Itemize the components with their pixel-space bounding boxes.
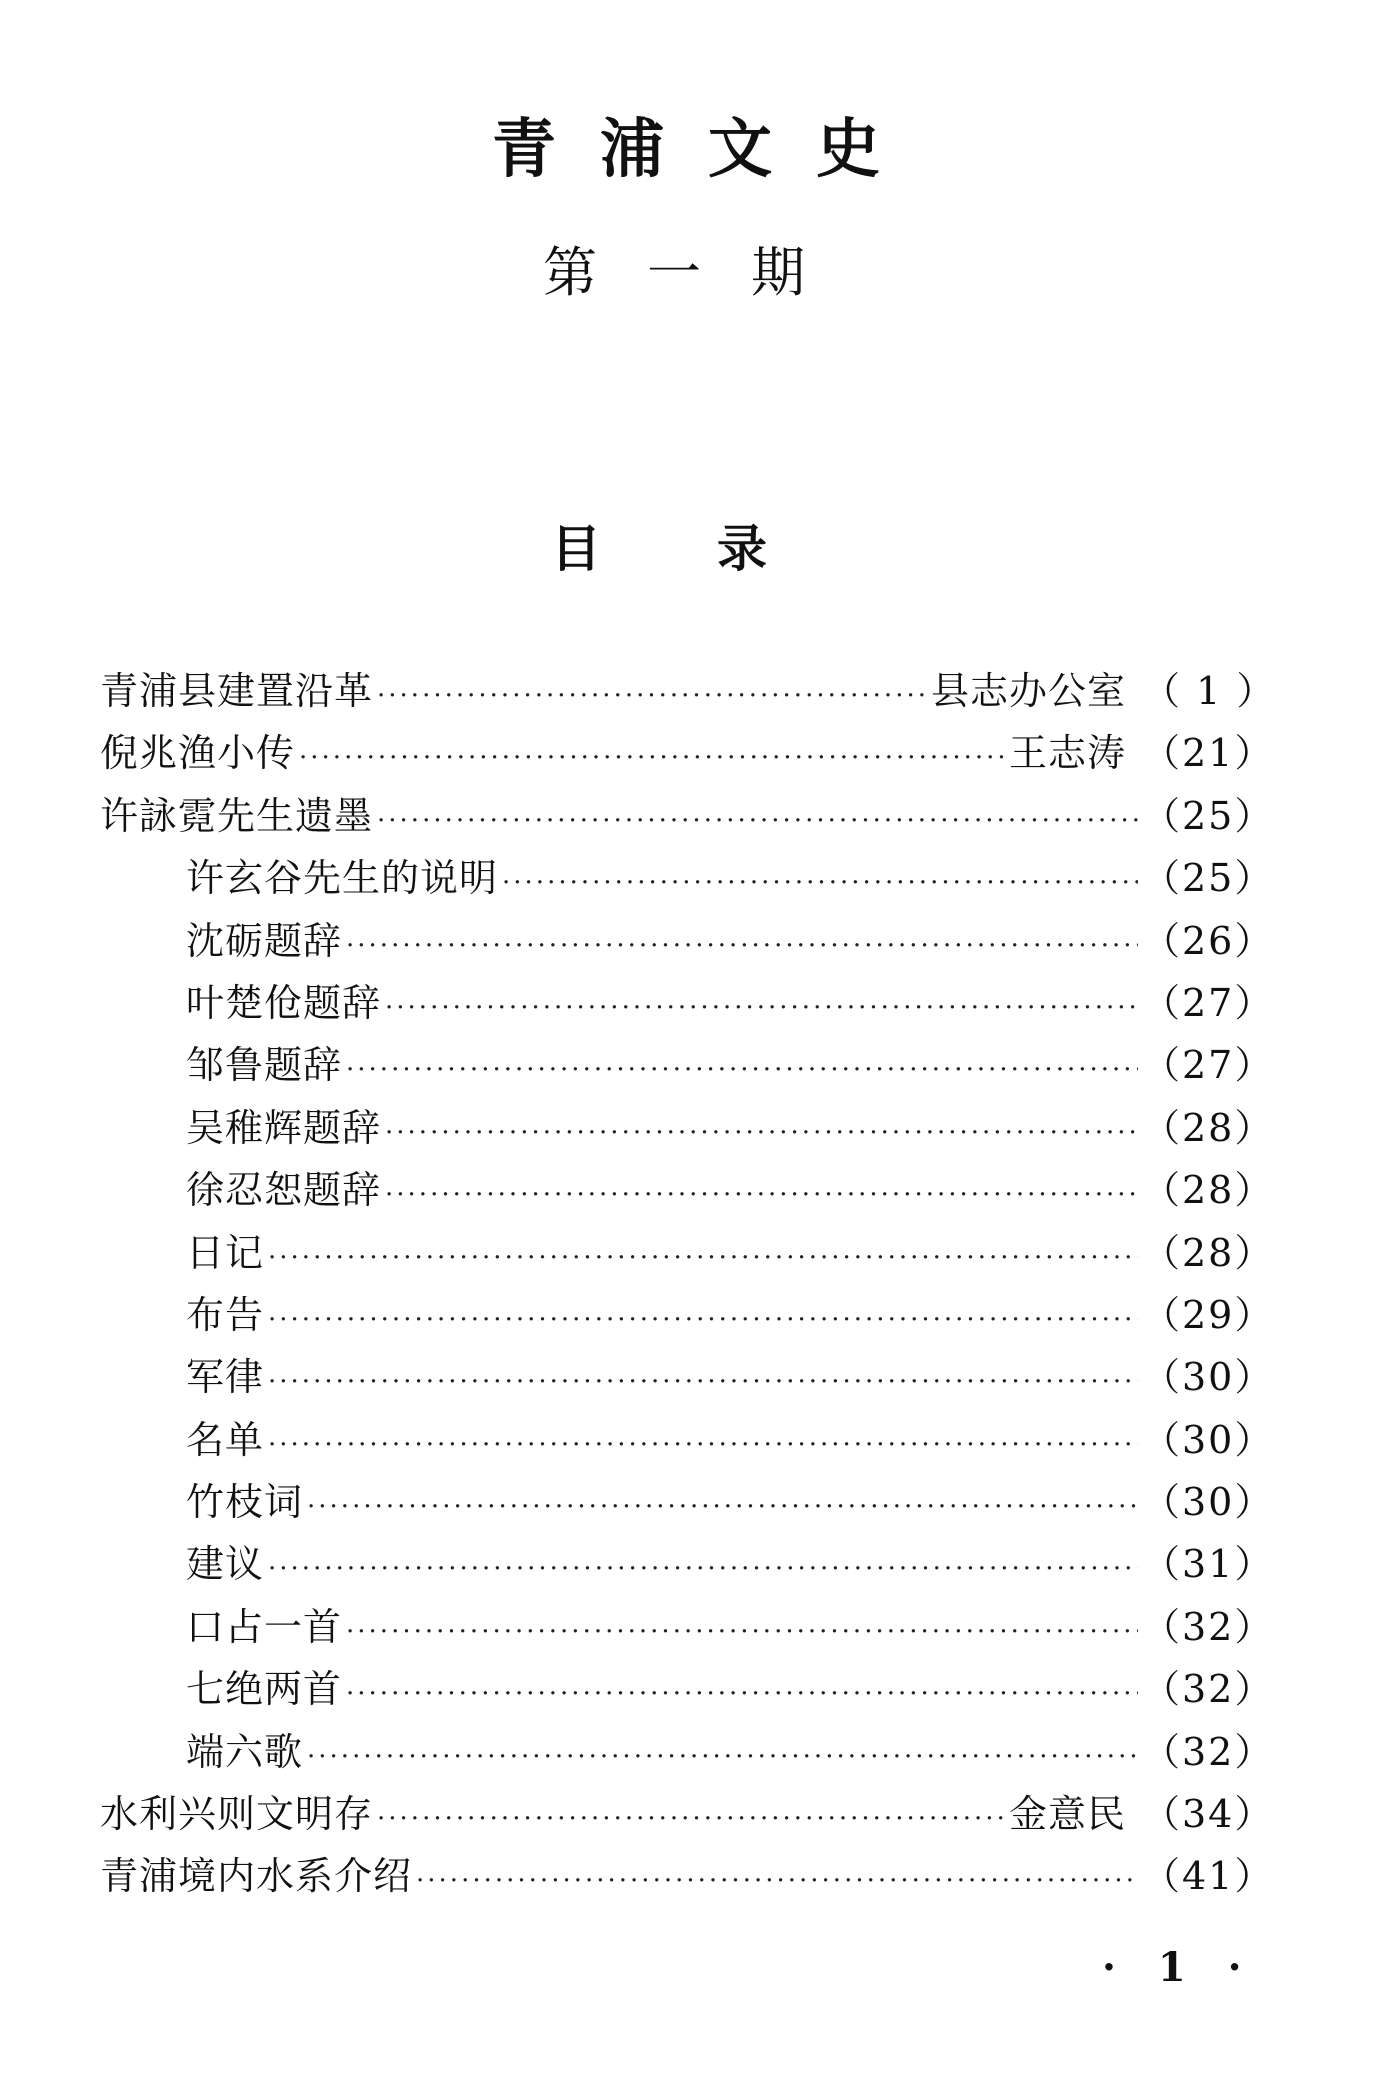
- toc-entry-page: （31）: [1142, 1542, 1275, 1587]
- toc-subentry: [0, 1533, 1382, 1595]
- toc-entry-page: （28）: [1142, 1168, 1275, 1213]
- toc-entry-title: 叶楚伧题辞: [186, 980, 382, 1025]
- table-of-contents: [0, 660, 1382, 1908]
- toc-entry-page: （30）: [1142, 1480, 1275, 1525]
- toc-subentry: [0, 1034, 1382, 1096]
- toc-entry-title: 吴稚辉题辞: [186, 1105, 382, 1150]
- toc-entry: [0, 785, 1382, 847]
- dot-leader: [416, 1850, 1138, 1912]
- toc-entry-title: 竹枝词: [186, 1480, 304, 1525]
- toc-entry-title: 水利兴则文明存: [100, 1792, 374, 1837]
- toc-entry-title: 布告: [186, 1292, 265, 1337]
- dot-leader: [385, 977, 1138, 1039]
- toc-subentry: [0, 972, 1382, 1034]
- toc-entry-title: 端六歌: [186, 1729, 304, 1774]
- toc-subentry: [0, 1721, 1382, 1783]
- toc-entry: [0, 722, 1382, 784]
- toc-entry-author: 金意民: [1008, 1792, 1126, 1837]
- toc-entry-page: （29）: [1142, 1292, 1275, 1337]
- toc-entry: [0, 1845, 1382, 1907]
- toc-entry-page: （27）: [1142, 980, 1275, 1025]
- toc-subentry: [0, 1471, 1382, 1533]
- toc-entry-page: （32）: [1142, 1604, 1275, 1649]
- toc-entry-title: 军律: [186, 1355, 265, 1400]
- toc-subentry: [0, 910, 1382, 972]
- dot-leader: [377, 790, 1138, 852]
- toc-entry-title: 邹鲁题辞: [186, 1043, 343, 1088]
- toc-entry-page: （30）: [1142, 1355, 1275, 1400]
- toc-entry-title: 许詠霓先生遗墨: [100, 793, 374, 838]
- toc-entry-page: （ 1 ）: [1142, 669, 1277, 713]
- toc-entry-page: （27）: [1142, 1043, 1275, 1088]
- toc-entry-page: （34）: [1142, 1792, 1275, 1837]
- toc-entry-page: （25）: [1142, 793, 1275, 838]
- toc-entry-author: 县志办公室: [930, 669, 1126, 713]
- toc-heading: 目录: [551, 520, 883, 578]
- toc-entry-page: （28）: [1142, 1230, 1275, 1275]
- toc-entry-page: （25）: [1142, 856, 1275, 901]
- toc-entry: [0, 1783, 1382, 1845]
- toc-entry-title: 徐忍恕题辞: [186, 1168, 382, 1213]
- dot-leader: [307, 1726, 1138, 1788]
- toc-subentry: [0, 1658, 1382, 1720]
- publication-title: 青浦文史: [492, 113, 924, 187]
- dot-leader: [385, 1164, 1138, 1226]
- toc-entry-title: 青浦县建置沿革: [100, 669, 374, 713]
- toc-subentry: [0, 1159, 1382, 1221]
- dot-leader: [346, 915, 1138, 977]
- dot-leader: [268, 1289, 1138, 1351]
- toc-entry-title: 许玄谷先生的说明: [186, 856, 499, 901]
- dot-leader: [268, 1227, 1138, 1289]
- toc-subentry: [0, 847, 1382, 909]
- dot-leader: [346, 1039, 1138, 1101]
- toc-entry-title: 口占一首: [186, 1604, 343, 1649]
- toc-entry-page: （21）: [1142, 731, 1275, 776]
- dot-leader: [385, 1102, 1138, 1164]
- dot-leader: [377, 1788, 1005, 1850]
- toc-subentry: [0, 1284, 1382, 1346]
- toc-entry-title: 七绝两首: [186, 1667, 343, 1712]
- page-number: · 1 ·: [1102, 1944, 1256, 1991]
- toc-subentry: [0, 1596, 1382, 1658]
- toc-entry-title: 建议: [186, 1542, 265, 1587]
- toc-entry-author: 王志涛: [1008, 731, 1126, 776]
- toc-entry-page: （32）: [1142, 1729, 1275, 1774]
- dot-leader: [346, 1601, 1138, 1663]
- toc-entry-title: 青浦境内水系介绍: [100, 1854, 413, 1899]
- toc-entry-page: （30）: [1142, 1417, 1275, 1462]
- toc-entry-title: 沈砺题辞: [186, 918, 343, 963]
- dot-leader: [299, 727, 1005, 789]
- dot-leader: [268, 1538, 1138, 1600]
- dot-leader: [346, 1663, 1138, 1725]
- toc-entry-page: （41）: [1142, 1854, 1275, 1899]
- dot-leader: [307, 1476, 1138, 1538]
- dot-leader: [268, 1414, 1138, 1476]
- toc-subentry: [0, 1409, 1382, 1471]
- dot-leader: [268, 1351, 1138, 1413]
- toc-entry-page: （32）: [1142, 1667, 1275, 1712]
- toc-entry-page: （28）: [1142, 1105, 1275, 1150]
- dot-leader: [502, 852, 1138, 914]
- toc-subentry: [0, 1097, 1382, 1159]
- toc-entry-page: （26）: [1142, 918, 1275, 963]
- toc-entry-title: 日记: [186, 1230, 265, 1275]
- toc-subentry: [0, 1222, 1382, 1284]
- toc-subentry: [0, 1346, 1382, 1408]
- issue-label: 第一期: [543, 241, 855, 304]
- toc-entry-title: 名单: [186, 1417, 265, 1462]
- dot-leader: [377, 665, 927, 727]
- toc-entry-title: 倪兆渔小传: [100, 731, 296, 776]
- toc-entry: [0, 660, 1382, 722]
